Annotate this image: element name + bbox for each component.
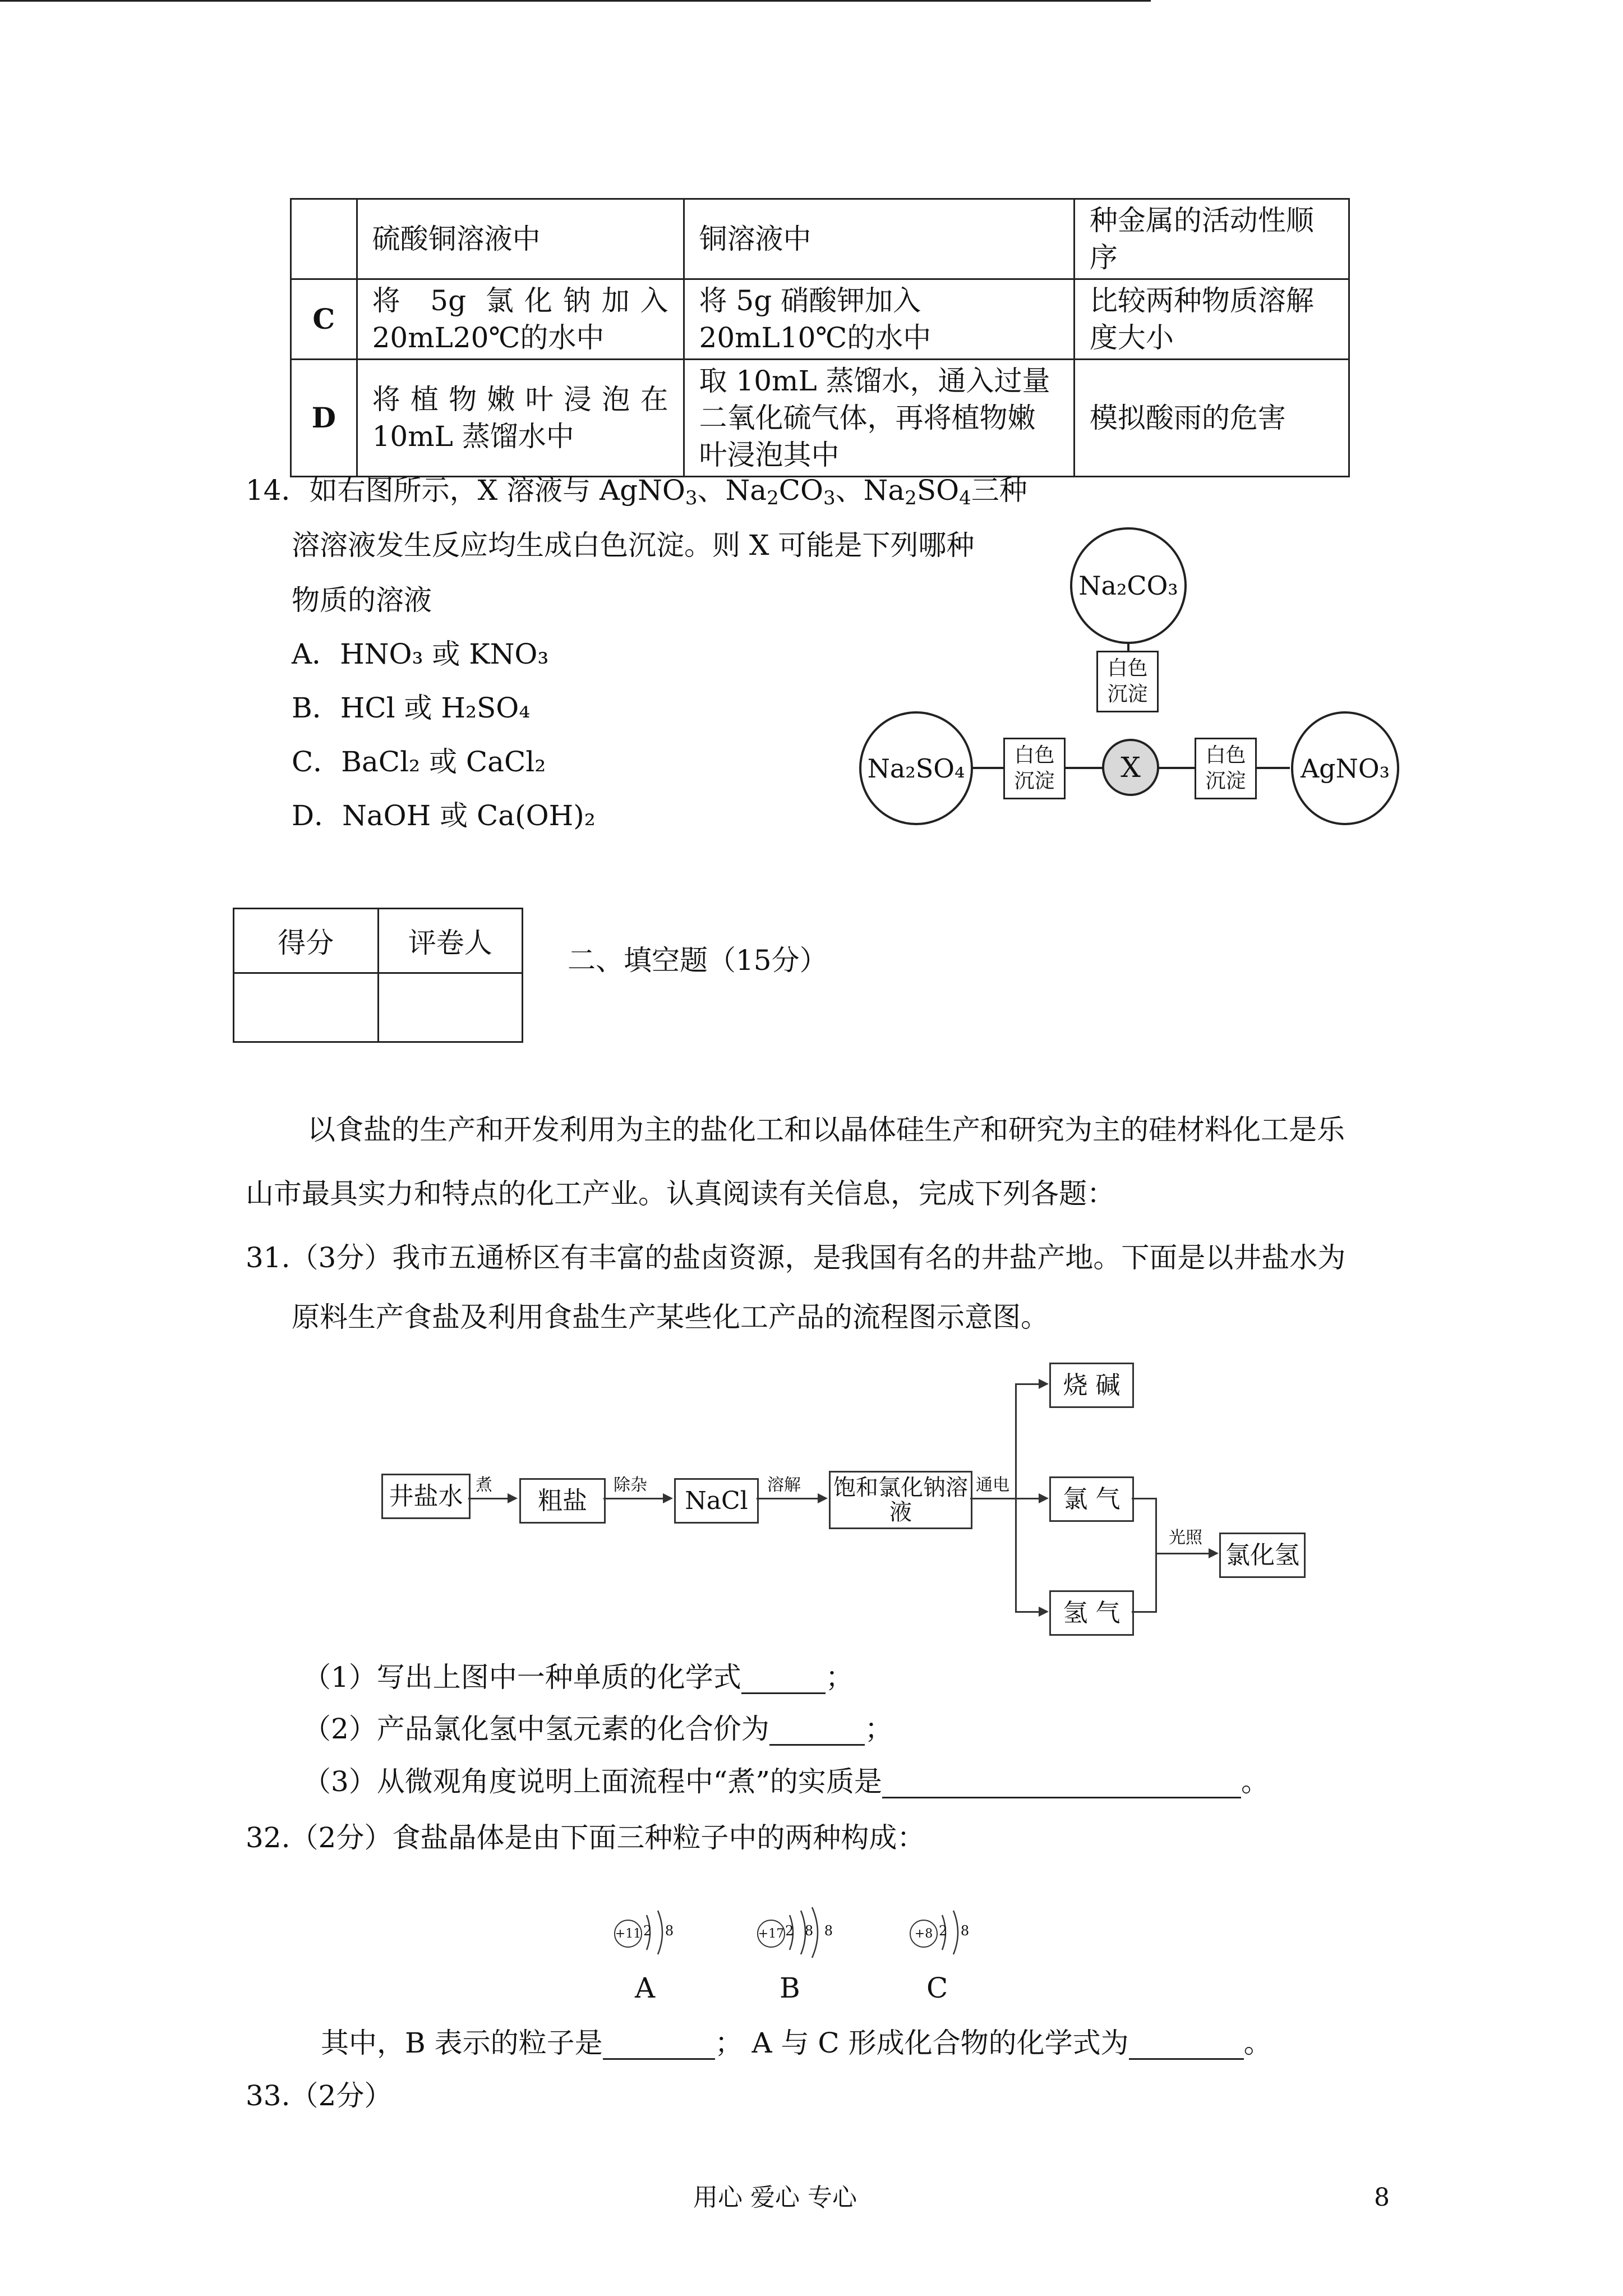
q31-sub3: （3）从微观角度说明上面流程中“煮”的实质是 。 xyxy=(303,1765,1269,1798)
flow-arrow-line xyxy=(603,1498,664,1499)
precipitate-label-left: 白色 沉淀 xyxy=(1003,738,1066,799)
flow-label-dissolve: 溶解 xyxy=(767,1475,801,1495)
score-header: 得分 xyxy=(234,909,379,973)
agno3-circle: AgNO₃ xyxy=(1291,711,1399,825)
table-cell: 取 10mL 蒸馏水，通入过量二氧化硫气体，再将植物嫩叶浸泡其中 xyxy=(684,360,1074,477)
q14-option-a: A．HNO₃ 或 KNO₃ xyxy=(292,638,549,670)
flow-box-brine: 井盐水 xyxy=(381,1474,471,1519)
shell-counts: 2 8 xyxy=(643,1923,679,1939)
flow-arrow-head xyxy=(1039,1607,1049,1617)
section-title: 二、填空题（15分） xyxy=(568,944,828,977)
flow-arrow-line xyxy=(468,1498,509,1499)
flow-arrow-head xyxy=(1039,1379,1049,1389)
flow-arrow-head xyxy=(818,1493,828,1503)
flow-arrow-line xyxy=(1132,1611,1156,1613)
q31-line1: 31.（3分）我市五通桥区有丰富的盐卤资源，是我国有名的井盐产地。下面是以井盐水为 xyxy=(246,1241,1346,1274)
flow-label-light: 光照 xyxy=(1169,1528,1202,1548)
precipitate-label-right: 白色 沉淀 xyxy=(1195,738,1257,799)
q31-line2: 原料生产食盐及利用食盐生产某些化工产品的流程图示意图。 xyxy=(292,1301,1049,1333)
flow-arrow-line xyxy=(1015,1611,1039,1613)
flow-box-hydrogen: 氢 气 xyxy=(1049,1590,1134,1636)
table-cell: 将 5g 氯化钠加入 20mL20℃的水中 xyxy=(357,279,684,360)
nucleus: +8 xyxy=(910,1920,938,1948)
shell-counts: 2 8 8 xyxy=(785,1923,837,1939)
grader-cell xyxy=(378,973,523,1042)
row-label xyxy=(291,199,357,279)
score-table xyxy=(233,908,523,1043)
flow-box-chlorine: 氯 气 xyxy=(1049,1476,1134,1522)
table-row xyxy=(291,279,1349,360)
atom-label-c: C xyxy=(926,1972,948,2004)
flow-label-electrolysis: 通电 xyxy=(976,1475,1009,1495)
table-cell: 将 5g 硝酸钾加入 20mL10℃的水中 xyxy=(684,279,1074,360)
header-rule xyxy=(0,0,1151,2)
atom-structure-b xyxy=(757,1898,847,1966)
intro-line2: 山市最具实力和特点的化工产业。认真阅读有关信息，完成下列各题： xyxy=(246,1177,1115,1210)
score-cell xyxy=(234,973,379,1042)
q31-sub1: （1）写出上图中一种单质的化学式 ； xyxy=(303,1661,854,1694)
footer-motto: 用心 爱心 专心 xyxy=(693,2183,857,2212)
table-cell: 种金属的活动性顺序 xyxy=(1074,199,1349,279)
nucleus: +11 xyxy=(614,1920,642,1948)
flow-arrow-line xyxy=(1015,1498,1039,1499)
q14-line3: 物质的溶液 xyxy=(292,584,432,616)
q14-option-b: B．HCl 或 H₂SO₄ xyxy=(292,692,531,724)
atom-structure-a xyxy=(614,1898,704,1966)
row-label: C xyxy=(291,279,357,360)
q14-option-c: C．BaCl₂ 或 CaCl₂ xyxy=(292,746,546,778)
x-circle: X xyxy=(1102,739,1159,796)
answer-blank[interactable] xyxy=(603,2031,715,2060)
na2so4-circle: Na₂SO₄ xyxy=(859,711,973,825)
table-cell: 硫酸铜溶液中 xyxy=(357,199,684,279)
table-cell: 铜溶液中 xyxy=(684,199,1074,279)
flow-box-caustic-soda: 烧 碱 xyxy=(1049,1363,1134,1408)
table-cell: 比较两种物质溶解度大小 xyxy=(1074,279,1349,360)
flow-arrow-head xyxy=(1209,1548,1219,1558)
grader-header: 评卷人 xyxy=(378,909,523,973)
nucleus: +17 xyxy=(757,1920,785,1948)
flow-label-purify: 除杂 xyxy=(614,1475,647,1495)
q32-line1: 32.（2分）食盐晶体是由下面三种粒子中的两种构成： xyxy=(246,1821,925,1854)
flow-box-crude-salt: 粗盐 xyxy=(519,1478,606,1524)
flow-box-hcl: 氯化氢 xyxy=(1219,1533,1306,1578)
q33-line: 33.（2分） xyxy=(246,2079,393,2112)
flow-arrow-line xyxy=(757,1498,818,1499)
answer-blank[interactable] xyxy=(769,1717,865,1746)
flow-label-boil: 煮 xyxy=(476,1475,492,1495)
page-number: 8 xyxy=(1374,2183,1390,2212)
flow-arrow-line xyxy=(970,1498,1015,1499)
experiment-table xyxy=(290,198,1350,477)
intro-line1: 以食盐的生产和开发利用为主的盐化工和以晶体硅生产和研究为主的硅材料化工是乐 xyxy=(307,1114,1345,1146)
table-cell: 将植物嫩叶浸泡在 10mL 蒸馏水中 xyxy=(357,360,684,477)
q14-line1: 14．如右图所示，X 溶液与 AgNO$_3$、$Na_2CO_3$、$Na_2SO_4$三种 xyxy=(246,474,1027,509)
q31-sub2: （2）产品氯化氢中氢元素的化合价为 ； xyxy=(303,1713,893,1745)
flow-arrow-line xyxy=(1155,1553,1209,1554)
table-row xyxy=(291,360,1349,477)
flow-arrow-head xyxy=(663,1493,673,1503)
table-cell: 模拟酸雨的危害 xyxy=(1074,360,1349,477)
flow-merge-line xyxy=(1155,1498,1157,1613)
row-label: D xyxy=(291,360,357,477)
atom-structure-c xyxy=(910,1898,999,1966)
flow-arrow-head xyxy=(508,1493,518,1503)
shell-counts: 2 8 xyxy=(939,1923,974,1939)
answer-blank[interactable] xyxy=(741,1665,826,1694)
flow-arrow-line xyxy=(1132,1498,1156,1499)
table-row xyxy=(291,199,1349,279)
flow-arrow-head xyxy=(1039,1493,1049,1503)
q32-answer-line: 其中，B 表示的粒子是 ； A 与 C 形成化合物的化学式为 。 xyxy=(321,2027,1272,2059)
q14-option-d: D．NaOH 或 Ca(OH)₂ xyxy=(292,799,596,832)
flow-box-nacl: NaCl xyxy=(674,1478,759,1524)
precipitate-label-top: 白色 沉淀 xyxy=(1096,651,1159,712)
flow-box-saturated-solution: 饱和氯化钠溶液 xyxy=(829,1471,972,1529)
na2co3-circle: Na₂CO₃ xyxy=(1070,527,1187,644)
q14-line2: 溶溶液发生反应均生成白色沉淀。则 X 可能是下列哪种 xyxy=(292,529,975,562)
atom-label-b: B xyxy=(780,1972,800,2004)
answer-blank[interactable] xyxy=(1129,2031,1244,2060)
flow-arrow-line xyxy=(1015,1383,1039,1385)
answer-blank[interactable] xyxy=(882,1770,1241,1798)
atom-label-a: A xyxy=(635,1972,656,2004)
